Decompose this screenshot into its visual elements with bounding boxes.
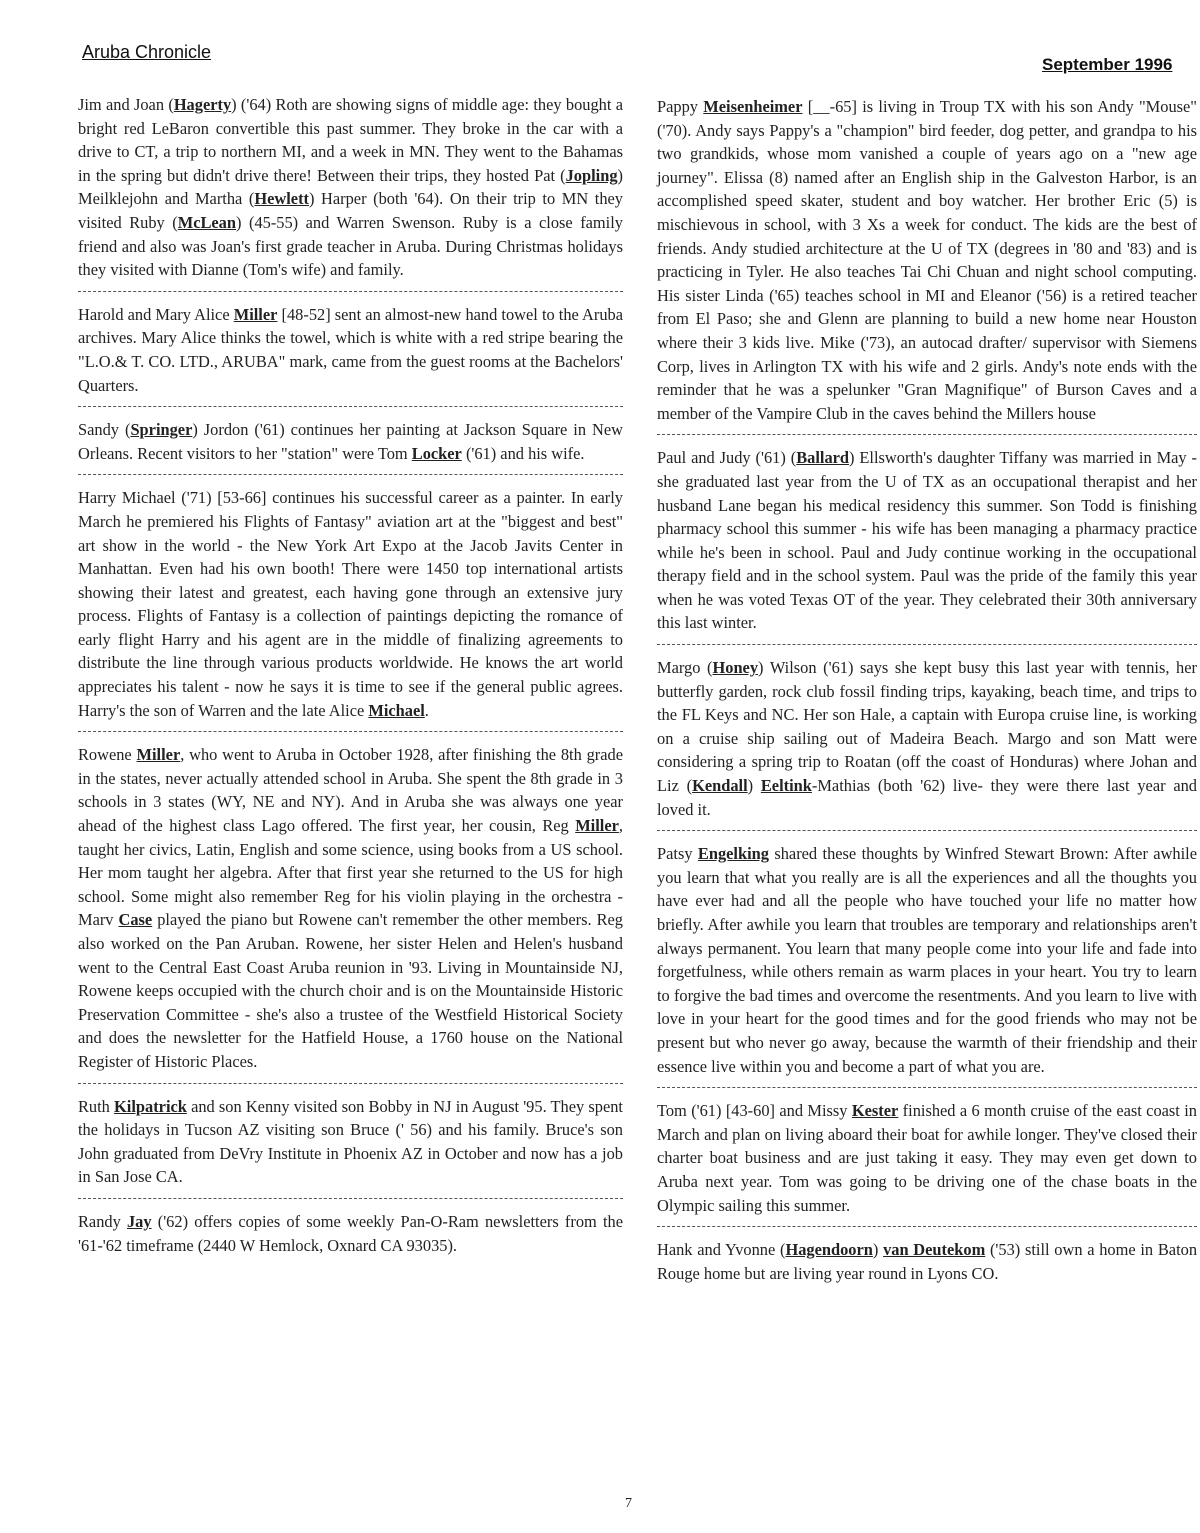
item-text: Patsy <box>657 844 698 864</box>
item-text: played the piano but Rowene can't remember the other members. Reg also worked on the Pan Aruban. Rowene, her sister Helen and Helen's husband went to the Central East Coast Aruba reunion in '93. Living in Mountainside NJ, Rowene keeps occupied with the church choir and is on the Mountainside Historic Preservation Committee - she's also a trustee of the Westfield Historical Society and does the newsletter for the Hatfield House, a 1760 house on the National Register of Historic Places. <box>78 910 623 1071</box>
item-text: ) Meilklejohn and Martha ( <box>78 165 623 209</box>
item-text: Jim and Joan ( <box>78 95 174 114</box>
item-text: Harry Michael ('71) [53-66] continues his successful career as a painter. In early March he premiered his Flights of Fantasy" aviation art at the "biggest and best" art show in the world - the New York Art Expo at the Jacob Javits Center in Manhattan. Even had his own booth! There were 1450 top international artists showing their latest and greatest, each having gone through an extensive jury process. Flights of Fantasy is a collection of paintings depicting the romance of early flight Harry and his agent are in the middle of finalizing agreements to distribute the line through various products worldwide. He knows the art world appreciates his talent - now he says it is time to see if the general public agrees. Harry's the son of Warren and the late Alice <box>78 488 623 720</box>
person-name: Meisenheimer <box>703 97 803 116</box>
item-text: ('62) offers copies of some weekly Pan-O-Ram newsletters from the '61-'62 timeframe (2440 W Hemlock, Oxnard CA 93035). <box>78 1211 623 1255</box>
person-name: Miller <box>575 816 619 836</box>
item-separator <box>657 1226 1197 1227</box>
newsletter-title: Aruba Chronicle <box>82 42 212 62</box>
news-item <box>78 486 623 722</box>
item-text: , taught her civics, Latin, English and some science, using books from a US school. Her mom taught her algebra. After that first year she returned to the US for high school. Some might also remember Reg for his violin playing in the orchestra - Marv <box>78 816 623 930</box>
item-text: ) Wilson ('61) says she kept busy this last year with tennis, her butterfly garden, rock club fossil finding trips, kayaking, beach time, and trips to the FL Keys and NC. Her son Hale, a captain with Europa cruise line, is working on a cruise ship sailing out of Madeira Beach. Margo and son Matt were considering a spring trip to Roatan (off the coast of Honduras) where Johan and Liz ( <box>657 658 1197 796</box>
item-text: ('53) still own a home in Baton Rouge home but are living year round in Lyons CO. <box>657 1240 1198 1283</box>
item-separator <box>657 434 1197 435</box>
person-name: Kendall <box>692 776 748 796</box>
person-name: Locker <box>411 443 462 463</box>
item-text: ) Ellsworth's daughter Tiffany was married in May - she graduated last year from the U of TX as an occupational therapist and her husband Lane began his medical residency this summer. Son Todd is finishing pharmacy school this summer - his wife has been managing a pharmacy practice while he's been in school. Paul and Judy continue working in the occupational therapy field and in the school system. Paul was the pride of the family this year when he was voted Texas OT of the year. They celebrated their 30th anniversary this last winter. <box>657 448 1197 633</box>
item-separator <box>78 1083 623 1084</box>
item-text: shared these thoughts by Winfred Stewart Brown: After awhile you learn that what you really are is all the experiences and all the thoughts you have ever had and all the people who have touched your life no matter how briefly. After awhile you learn that troubles are temporary and relationships aren't always permanent. You learn that many people come into your life and fade into forgetfulness, while others remain as warm places in your heart. You try to learn to forgive the bad times and overcome the resentments. And you learn to live with love in your heart for the good times and for the good friends who may not be present but who never go away, because the warmth of their friendship and their essence live within you and become a part of what you are. <box>657 844 1197 1076</box>
issue-date: September 1996 <box>1042 55 1173 74</box>
item-text: Sandy ( <box>78 420 131 440</box>
item-text: Paul and Judy ('61) ( <box>657 448 797 468</box>
news-item <box>78 303 623 397</box>
person-name: Springer <box>130 420 193 440</box>
person-name: Jopling <box>565 165 618 185</box>
person-name: Eeltink <box>760 776 812 796</box>
news-item <box>657 1238 1197 1285</box>
news-item <box>657 1099 1197 1217</box>
item-text: ) <box>747 776 761 796</box>
left-column <box>78 93 623 1257</box>
news-item <box>78 1210 623 1257</box>
person-name: Miller <box>233 304 278 324</box>
person-name: Jay <box>126 1211 152 1231</box>
item-text: [__-65] is living in Troup TX with his son Andy "Mouse" ('70). Andy says Pappy's a "champion" bird feeder, dog petter, and grandpa to his two grandkids, whose mom vanished a couple of years ago on a "new age journey". Elissa (8) named after an English ship in the Galveston Harbor, is an accomplished speed skater, student and boy watcher. Her brother Eric (5) is mischievous in school, with 3 Xs a week for conduct. The kids are the best of friends. Andy studied architecture at the U of TX (degrees in '80 and '83) and is practicing in Tyler. He also teaches Tai Chi Chuan and night school computing. His sister Linda ('65) teaches school in MI and Eleanor ('56) is a retired teacher from El Paso; she and Glenn are planning to build a new home near Houston where their 3 kids live. Mike ('73), an autocad drafter/ supervisor with Siemens Corp, lives in Arlington TX with his wife and 2 girls. Andy's note ends with the reminder that he was a spelunker "Gran Magnifique" of Burson Caves and a member of the Vampire Club in the caves behind the Millers house <box>657 97 1197 423</box>
item-text: -Mathias (both '62) live- they were there last year and loved it. <box>657 776 1197 819</box>
item-text: ) ('64) Roth are showing signs of middle age: they bought a bright red LeBaron convertible this past summer. They broke in the car with a drive to CT, a trip to northern MI, and a week in MN. They went to the Bahamas in the spring but didn't drive there! Between their trips, they hosted Pat ( <box>78 95 623 185</box>
news-item <box>78 418 623 465</box>
item-text: . <box>424 700 429 720</box>
person-name: Hewlett <box>254 189 309 209</box>
item-text: ) Jordon ('61) continues her painting at Jackson Square in New Orleans. Recent visitors to her "station" were Tom <box>78 420 623 463</box>
person-name: Case <box>118 910 153 930</box>
item-text: Pappy <box>657 97 704 116</box>
item-separator <box>78 474 623 475</box>
person-name: Honey <box>712 658 759 678</box>
item-text: Margo ( <box>657 658 713 678</box>
item-text: Randy <box>78 1211 127 1231</box>
item-text: and son Kenny visited son Bobby in NJ in August '95. They spent the holidays in Tucson AZ visiting son Bruce (' 56) and his family. Bruce's son John graduated from DeVry Institute in Phoenix AZ in October and now has a job in San Jose CA. <box>78 1096 623 1187</box>
person-name: Michael <box>368 700 425 720</box>
item-text: Rowene <box>78 745 137 765</box>
item-text: ) Harper (both '64). On their trip to MN they visited Ruby ( <box>78 189 624 232</box>
news-item <box>78 1095 623 1189</box>
item-separator <box>657 830 1197 831</box>
person-name: McLean <box>177 212 236 232</box>
person-name: Miller <box>136 745 181 765</box>
item-text: Harold and Mary Alice <box>78 304 234 324</box>
page-number: 7 <box>625 1496 632 1511</box>
person-name: Hagendoorn <box>785 1240 873 1260</box>
item-separator <box>78 291 623 292</box>
person-name: Kester <box>851 1101 899 1121</box>
news-item <box>657 656 1197 821</box>
item-text: ('61) and his wife. <box>461 443 585 463</box>
item-separator <box>78 406 623 407</box>
item-text: Tom ('61) [43-60] and Missy <box>657 1101 852 1121</box>
item-separator <box>78 1198 623 1199</box>
item-text: ) (45-55) and Warren Swenson. Ruby is a close family friend and also was Joan's first grade teacher in Aruba. During Christmas holidays they visited with Dianne (Tom's wife) and family. <box>78 212 623 280</box>
person-name: Kilpatrick <box>114 1096 187 1116</box>
person-name: Hagerty <box>173 95 232 114</box>
item-text: , who went to Aruba in October 1928, after finishing the 8th grade in the states, never actually attended school in Aruba. She spent the 8th grade in 3 schools in 3 states (WY, NE and NY). And in Aruba she was always one year ahead of the highest class Lago offered. The first year, her cousin, Reg <box>78 745 624 836</box>
item-text: ) <box>872 1240 884 1260</box>
news-item <box>78 93 623 282</box>
person-name: van Deutekom <box>883 1240 986 1260</box>
person-name: Engelking <box>697 844 769 864</box>
item-text: finished a 6 month cruise of the east coast in March and plan on living aboard their boat for awhile longer. They've closed their charter boat business and are just taking it easy. They may even get down to Aruba next year. Tom was going to be driving one of the chase boats in the Olympic sailing this summer. <box>657 1101 1197 1215</box>
item-separator <box>657 644 1197 645</box>
item-text: Hank and Yvonne ( <box>657 1240 786 1260</box>
news-item <box>657 446 1197 635</box>
right-column <box>657 95 1197 1285</box>
item-text: [48-52] sent an almost-new hand towel to the Aruba archives. Mary Alice thinks the towel, which is white with a red stripe bearing the "L.O.& T. CO. LTD., ARUBA" mark, came from the guest rooms at the Bachelors' Quarters. <box>78 304 623 395</box>
item-separator <box>657 1087 1197 1088</box>
person-name: Ballard <box>796 448 850 468</box>
news-item <box>78 743 623 1073</box>
news-item <box>657 842 1197 1078</box>
news-item <box>657 95 1197 425</box>
item-separator <box>78 731 623 732</box>
item-text: Ruth <box>78 1096 115 1116</box>
